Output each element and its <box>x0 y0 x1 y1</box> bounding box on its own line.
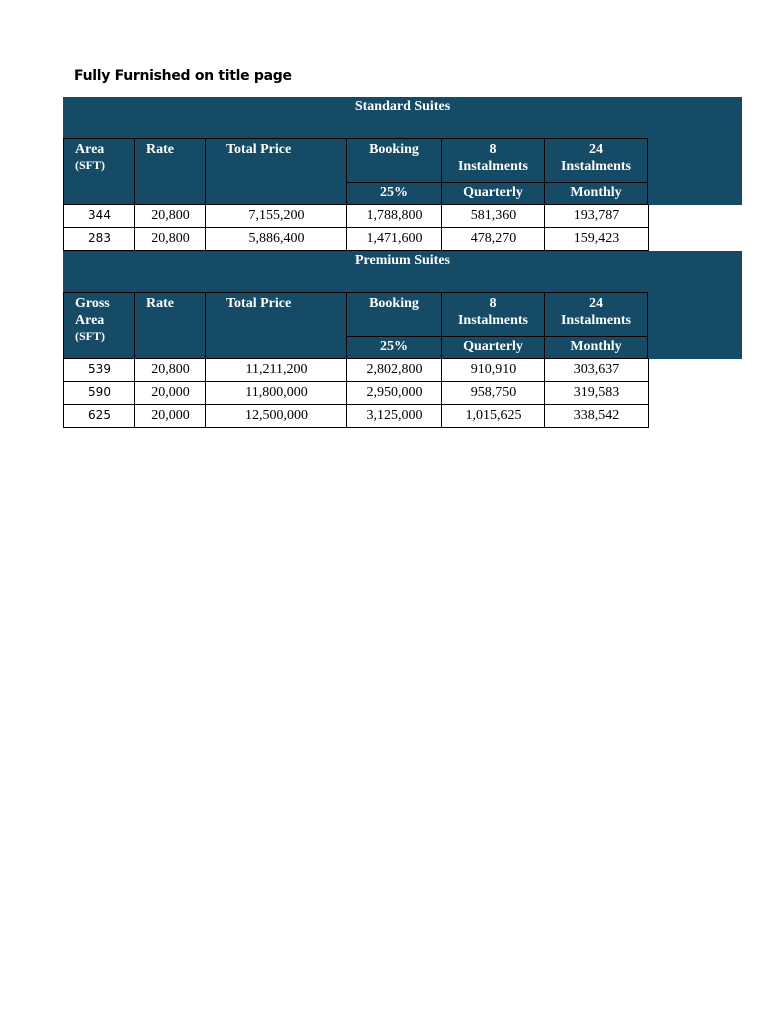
header-monthly: Monthly <box>544 336 648 359</box>
cell-booking: 2,950,000 <box>346 381 443 405</box>
header-gross-area-unit: (SFT) <box>75 329 105 343</box>
cell-monthly: 303,637 <box>544 358 649 382</box>
cell-rate: 20,800 <box>134 358 207 382</box>
cell-monthly: 193,787 <box>544 204 649 228</box>
header-24-instalments-label: Instalments <box>560 313 631 328</box>
cell-rate: 20,000 <box>134 381 207 405</box>
header-booking-percent: 25% <box>346 182 442 205</box>
cell-total-price: 12,500,000 <box>205 404 348 428</box>
standard-suites-title: Standard Suites <box>354 99 451 114</box>
header-rate: Rate <box>134 292 206 359</box>
cell-quarterly: 1,015,625 <box>441 404 546 428</box>
header-quarterly: Quarterly <box>441 336 545 359</box>
cell-booking: 3,125,000 <box>346 404 443 428</box>
cell-area: 590 <box>63 381 136 405</box>
cell-rate: 20,000 <box>134 404 207 428</box>
cell-area: 539 <box>63 358 136 382</box>
cell-rate: 20,800 <box>134 227 207 251</box>
cell-area: 283 <box>63 227 136 251</box>
cell-total-price: 5,886,400 <box>205 227 348 251</box>
cell-monthly: 319,583 <box>544 381 649 405</box>
cell-total-price: 7,155,200 <box>205 204 348 228</box>
cell-monthly: 159,423 <box>544 227 649 251</box>
cell-rate: 20,800 <box>134 204 207 228</box>
header-8-instalments-label: Instalments <box>457 159 528 174</box>
header-monthly: Monthly <box>544 182 648 205</box>
cell-booking: 1,471,600 <box>346 227 443 251</box>
header-booking-percent: 25% <box>346 336 442 359</box>
cell-quarterly: 958,750 <box>441 381 546 405</box>
header-rate: Rate <box>134 138 206 205</box>
header-quarterly: Quarterly <box>441 182 545 205</box>
header-24-instalments-count: 24 <box>589 296 603 311</box>
header-24-instalments <box>544 138 648 183</box>
header-24-instalments-label: Instalments <box>560 159 631 174</box>
header-gross-area <box>63 292 135 359</box>
header-total-price: Total Price <box>205 138 347 205</box>
cell-area: 625 <box>63 404 136 428</box>
cell-booking: 2,802,800 <box>346 358 443 382</box>
cell-total-price: 11,800,000 <box>205 381 348 405</box>
header-24-instalments-count: 24 <box>589 142 603 157</box>
header-24-instalments <box>544 292 648 337</box>
cell-total-price: 11,211,200 <box>205 358 348 382</box>
header-total-price: Total Price <box>205 292 347 359</box>
cell-quarterly: 478,270 <box>441 227 546 251</box>
cell-area: 344 <box>63 204 136 228</box>
header-gross-area-line2: Area <box>75 313 105 328</box>
header-gross-area-line1: Gross <box>75 296 110 311</box>
premium-suites-title: Premium Suites <box>354 253 450 268</box>
page-title: Fully Furnished on title page <box>74 68 292 84</box>
cell-quarterly: 910,910 <box>441 358 546 382</box>
header-8-instalments-label: Instalments <box>457 313 528 328</box>
header-8-instalments <box>441 138 545 183</box>
header-booking: Booking <box>346 138 442 183</box>
header-booking: Booking <box>346 292 442 337</box>
header-area-unit: (SFT) <box>75 158 105 172</box>
cell-monthly: 338,542 <box>544 404 649 428</box>
header-8-instalments <box>441 292 545 337</box>
cell-quarterly: 581,360 <box>441 204 546 228</box>
header-8-instalments-count: 8 <box>489 142 497 157</box>
header-8-instalments-count: 8 <box>489 296 497 311</box>
cell-booking: 1,788,800 <box>346 204 443 228</box>
header-area <box>63 138 135 205</box>
header-area-label: Area <box>75 142 105 157</box>
